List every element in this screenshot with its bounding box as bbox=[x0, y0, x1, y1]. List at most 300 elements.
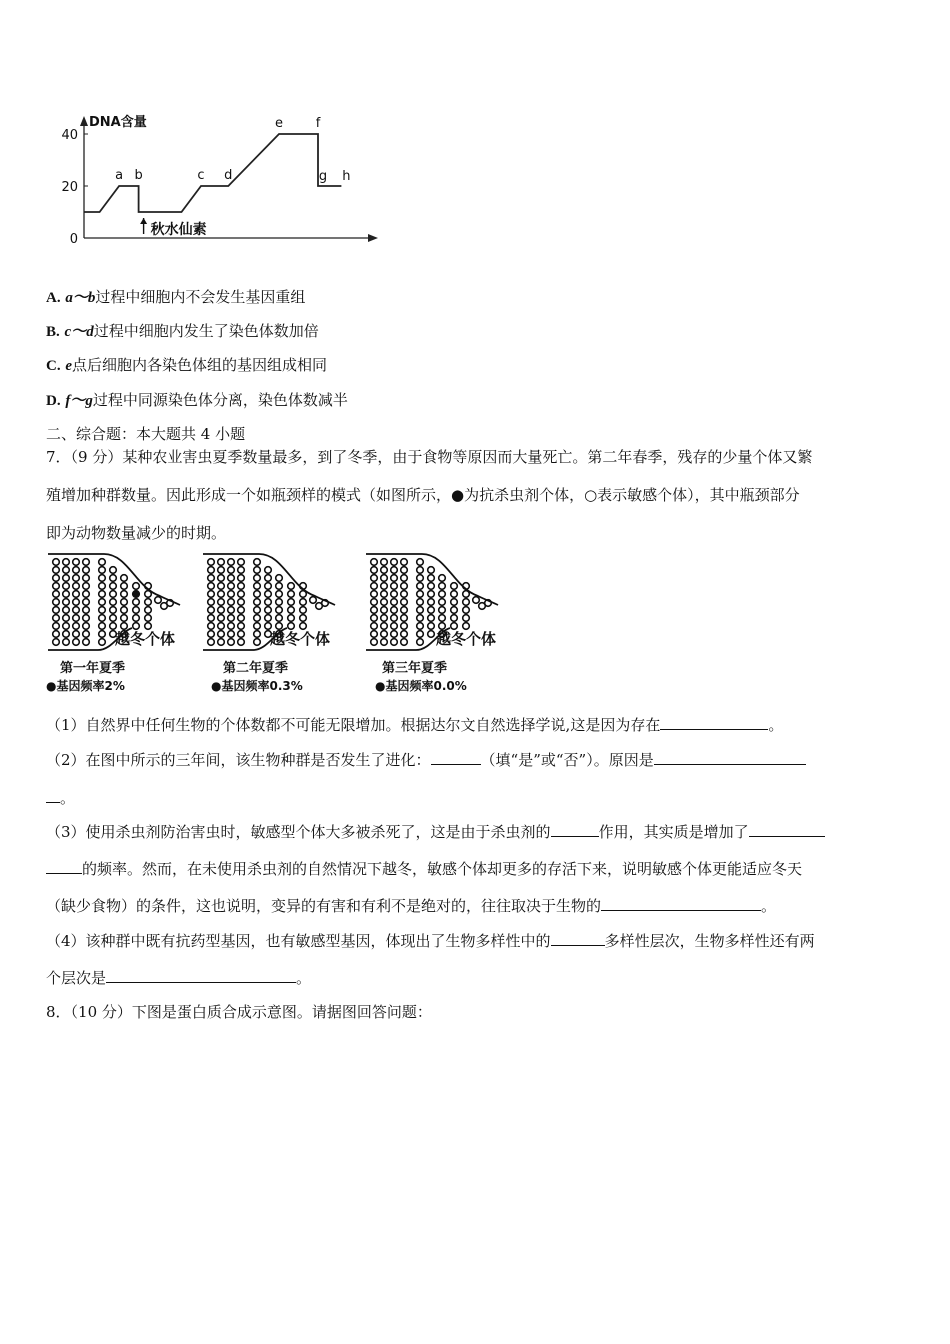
sensitive-individual bbox=[83, 607, 90, 614]
sensitive-individual bbox=[218, 639, 225, 646]
sensitive-individual bbox=[371, 623, 378, 630]
sensitive-individual bbox=[428, 583, 435, 590]
sensitive-individual bbox=[63, 623, 70, 630]
sensitive-individual bbox=[121, 607, 128, 614]
sensitive-individual bbox=[439, 591, 446, 598]
sensitive-individual bbox=[208, 623, 215, 630]
sensitive-individual bbox=[254, 559, 261, 566]
sensitive-individual bbox=[121, 599, 128, 606]
sensitive-individual bbox=[73, 599, 80, 606]
sensitive-individual bbox=[218, 607, 225, 614]
sensitive-individual bbox=[381, 575, 388, 582]
sensitive-individual bbox=[73, 615, 80, 622]
sensitive-individual bbox=[276, 623, 283, 630]
sensitive-individual bbox=[391, 623, 398, 630]
sensitive-individual bbox=[276, 615, 283, 622]
point-label-c: c bbox=[197, 168, 205, 183]
sensitive-individual bbox=[121, 623, 128, 630]
sensitive-individual bbox=[254, 599, 261, 606]
sensitive-individual bbox=[228, 639, 235, 646]
sensitive-individual bbox=[110, 607, 117, 614]
sensitive-individual bbox=[228, 607, 235, 614]
sensitive-individual bbox=[417, 639, 424, 646]
sensitive-individual bbox=[417, 623, 424, 630]
sensitive-individual bbox=[73, 607, 80, 614]
y-tick-label: 20 bbox=[61, 180, 78, 195]
sensitive-individual bbox=[417, 631, 424, 638]
sensitive-individual bbox=[238, 591, 245, 598]
sensitive-individual bbox=[99, 575, 106, 582]
sensitive-individual bbox=[218, 623, 225, 630]
sensitive-individual bbox=[300, 615, 307, 622]
sensitive-individual bbox=[53, 623, 60, 630]
sensitive-individual bbox=[133, 599, 140, 606]
sensitive-individual bbox=[391, 591, 398, 598]
sensitive-individual bbox=[99, 607, 106, 614]
sensitive-individual bbox=[99, 583, 106, 590]
sensitive-individual bbox=[265, 591, 272, 598]
sensitive-individual bbox=[417, 607, 424, 614]
answer-blank[interactable] bbox=[551, 931, 605, 946]
sensitive-individual bbox=[228, 575, 235, 582]
sensitive-individual bbox=[417, 575, 424, 582]
sensitive-individual bbox=[451, 615, 458, 622]
sensitive-individual bbox=[439, 599, 446, 606]
sensitive-individual bbox=[401, 615, 408, 622]
sensitive-individual bbox=[371, 639, 378, 646]
y-tick-label: 0 bbox=[69, 232, 78, 247]
sensitive-individual bbox=[401, 575, 408, 582]
sensitive-individual bbox=[276, 583, 283, 590]
bottleneck-figures bbox=[40, 548, 530, 698]
point-label-e: e bbox=[275, 116, 283, 131]
season-label-1: 第一年夏季 bbox=[60, 661, 126, 676]
sensitive-individual bbox=[228, 631, 235, 638]
sensitive-individual bbox=[381, 567, 388, 574]
sensitive-individual bbox=[208, 607, 215, 614]
q7-part4: （4）该种群中既有抗药型基因，也有敏感型基因，体现出了生物多样性中的 多样性层次，生物多样性还有两 bbox=[46, 932, 815, 950]
dna-content-chart bbox=[60, 108, 385, 248]
q8-stem: 8．（10 分）下图是蛋白质合成示意图。请据图回答问题： bbox=[46, 1003, 432, 1021]
sensitive-individual bbox=[208, 575, 215, 582]
sensitive-individual bbox=[145, 599, 152, 606]
sensitive-individual bbox=[276, 599, 283, 606]
sensitive-individual bbox=[401, 583, 408, 590]
sensitive-individual bbox=[228, 615, 235, 622]
sensitive-individual bbox=[63, 583, 70, 590]
sensitive-individual bbox=[133, 615, 140, 622]
sensitive-individual bbox=[110, 591, 117, 598]
option-d: D. f～g过程中同源染色体分离，染色体数减半 bbox=[46, 391, 348, 409]
sensitive-individual bbox=[73, 559, 80, 566]
q7-part3: （3）使用杀虫剂防治害虫时，敏感型个体大多被杀死了，这是由于杀虫剂的 作用，其实质是增加了 bbox=[46, 822, 825, 842]
sensitive-individual bbox=[208, 567, 215, 574]
point-label-b: b bbox=[134, 168, 143, 183]
sensitive-individual bbox=[391, 575, 398, 582]
sensitive-individual bbox=[391, 599, 398, 606]
sensitive-individual bbox=[83, 583, 90, 590]
sensitive-individual bbox=[208, 599, 215, 606]
sensitive-individual bbox=[254, 583, 261, 590]
answer-blank[interactable] bbox=[654, 750, 806, 765]
sensitive-individual bbox=[110, 599, 117, 606]
sensitive-individual bbox=[371, 631, 378, 638]
sensitive-individual bbox=[121, 575, 128, 582]
sensitive-individual bbox=[238, 599, 245, 606]
sensitive-individual bbox=[218, 591, 225, 598]
sensitive-individual bbox=[99, 559, 106, 566]
q7-stem-line2: 殖增加种群数量。因此形成一个如瓶颈样的模式（如图所示，●为抗杀虫剂个体，○表示敏感个体），其中瓶颈部分 bbox=[46, 486, 800, 504]
sensitive-individual bbox=[401, 639, 408, 646]
sensitive-individual bbox=[391, 583, 398, 590]
answer-blank[interactable] bbox=[46, 859, 82, 874]
sensitive-individual bbox=[401, 607, 408, 614]
sensitive-individual bbox=[417, 599, 424, 606]
sensitive-individual bbox=[53, 559, 60, 566]
sensitive-individual bbox=[228, 599, 235, 606]
sensitive-individual bbox=[300, 599, 307, 606]
sensitive-individual bbox=[439, 607, 446, 614]
sensitive-individual bbox=[300, 607, 307, 614]
sensitive-individual bbox=[208, 559, 215, 566]
sensitive-individual bbox=[99, 599, 106, 606]
sensitive-individual bbox=[73, 583, 80, 590]
sensitive-individual bbox=[238, 639, 245, 646]
sensitive-individual bbox=[371, 567, 378, 574]
sensitive-individual bbox=[63, 631, 70, 638]
sensitive-individual bbox=[238, 615, 245, 622]
sensitive-individual bbox=[451, 583, 458, 590]
sensitive-individual bbox=[265, 583, 272, 590]
q7-part2-cont: 。 bbox=[46, 788, 75, 808]
sensitive-individual bbox=[254, 615, 261, 622]
sensitive-individual bbox=[208, 615, 215, 622]
sensitive-individual bbox=[53, 607, 60, 614]
answer-blank[interactable] bbox=[46, 788, 60, 803]
sensitive-individual bbox=[73, 639, 80, 646]
gene-frequency-3: ●基因频率0.0% bbox=[375, 679, 467, 693]
sensitive-individual bbox=[238, 559, 245, 566]
sensitive-individual bbox=[254, 623, 261, 630]
sensitive-individual bbox=[238, 631, 245, 638]
sensitive-individual bbox=[53, 639, 60, 646]
sensitive-individual bbox=[371, 599, 378, 606]
sensitive-individual bbox=[63, 607, 70, 614]
annotation-arrowhead bbox=[140, 218, 147, 224]
sensitive-individual bbox=[208, 639, 215, 646]
sensitive-individual bbox=[53, 631, 60, 638]
sensitive-individual bbox=[381, 591, 388, 598]
sensitive-individual bbox=[310, 597, 317, 604]
sensitive-individual bbox=[228, 583, 235, 590]
sensitive-individual bbox=[391, 607, 398, 614]
sensitive-individual bbox=[83, 623, 90, 630]
sensitive-individual bbox=[428, 575, 435, 582]
sensitive-individual bbox=[73, 575, 80, 582]
y-tick-label: 40 bbox=[61, 128, 78, 143]
answer-blank[interactable] bbox=[106, 968, 296, 983]
sensitive-individual bbox=[473, 597, 480, 604]
season-label-2: 第二年夏季 bbox=[223, 661, 289, 676]
sensitive-individual bbox=[218, 599, 225, 606]
sensitive-individual bbox=[391, 615, 398, 622]
sensitive-individual bbox=[381, 639, 388, 646]
point-label-a: a bbox=[115, 168, 124, 183]
sensitive-individual bbox=[133, 607, 140, 614]
sensitive-individual bbox=[451, 591, 458, 598]
sensitive-individual bbox=[300, 591, 307, 598]
sensitive-individual bbox=[63, 591, 70, 598]
sensitive-individual bbox=[371, 575, 378, 582]
sensitive-individual bbox=[218, 631, 225, 638]
sensitive-individual bbox=[99, 567, 106, 574]
overwinter-label-1: 越冬个体 bbox=[115, 630, 176, 648]
q7-stem-line1: 7．（9 分）某种农业害虫夏季数量最多，到了冬季，由于食物等原因而大量死亡。第二年春季，残存的少量个体又繁 bbox=[46, 448, 813, 466]
sensitive-individual bbox=[417, 559, 424, 566]
sensitive-individual bbox=[371, 615, 378, 622]
sensitive-individual bbox=[133, 623, 140, 630]
q7-part2: （2）在图中所示的三年间，该生物种群是否发生了进化： （填“是”或“否”）。原因是 bbox=[46, 750, 806, 770]
sensitive-individual bbox=[218, 615, 225, 622]
sensitive-individual bbox=[121, 583, 128, 590]
sensitive-individual bbox=[63, 559, 70, 566]
sensitive-individual bbox=[83, 591, 90, 598]
sensitive-individual bbox=[428, 599, 435, 606]
point-label-g: g bbox=[318, 169, 328, 184]
sensitive-individual bbox=[401, 623, 408, 630]
sensitive-individual bbox=[276, 607, 283, 614]
sensitive-individual bbox=[83, 639, 90, 646]
sensitive-individual bbox=[381, 583, 388, 590]
sensitive-individual bbox=[417, 615, 424, 622]
sensitive-individual bbox=[99, 631, 106, 638]
sensitive-individual bbox=[428, 567, 435, 574]
sensitive-individual bbox=[63, 575, 70, 582]
sensitive-individual bbox=[121, 591, 128, 598]
sensitive-individual bbox=[110, 583, 117, 590]
sensitive-individual bbox=[428, 615, 435, 622]
resistant-individual bbox=[133, 591, 139, 597]
sensitive-individual bbox=[401, 599, 408, 606]
sensitive-individual bbox=[53, 591, 60, 598]
sensitive-individual bbox=[417, 567, 424, 574]
sensitive-individual bbox=[110, 567, 117, 574]
bottleneck-figure-2 bbox=[195, 548, 360, 698]
bottleneck-figure-3 bbox=[358, 548, 528, 698]
sensitive-individual bbox=[218, 575, 225, 582]
sensitive-individual bbox=[401, 591, 408, 598]
sensitive-individual bbox=[417, 583, 424, 590]
sensitive-individual bbox=[288, 607, 295, 614]
sensitive-individual bbox=[110, 575, 117, 582]
sensitive-individual bbox=[276, 591, 283, 598]
sensitive-individual bbox=[254, 567, 261, 574]
overwinter-label-2: 越冬个体 bbox=[270, 630, 331, 648]
answer-blank[interactable] bbox=[601, 896, 761, 911]
sensitive-individual bbox=[381, 559, 388, 566]
q7-part1: （1）自然界中任何生物的个体数都不可能无限增加。根据达尔文自然选择学说,这是因为存在 。 bbox=[46, 716, 784, 734]
sensitive-individual bbox=[381, 607, 388, 614]
q7-part3-line2: 的频率。然而，在未使用杀虫剂的自然情况下越冬，敏感个体却更多的存活下来，说明敏感个体更能适应冬天 bbox=[46, 859, 802, 879]
annotation-label: 秋水仙素 bbox=[150, 222, 207, 238]
sensitive-individual bbox=[155, 597, 162, 604]
answer-blank[interactable] bbox=[660, 715, 768, 730]
q7-part4-line2: 个层次是 。 bbox=[46, 969, 312, 987]
sensitive-individual bbox=[254, 607, 261, 614]
sensitive-individual bbox=[238, 575, 245, 582]
sensitive-individual bbox=[218, 559, 225, 566]
sensitive-individual bbox=[73, 591, 80, 598]
sensitive-individual bbox=[463, 591, 470, 598]
sensitive-individual bbox=[288, 623, 295, 630]
sensitive-individual bbox=[439, 583, 446, 590]
sensitive-individual bbox=[371, 607, 378, 614]
sensitive-individual bbox=[53, 615, 60, 622]
sensitive-individual bbox=[391, 567, 398, 574]
sensitive-individual bbox=[288, 615, 295, 622]
sensitive-individual bbox=[381, 623, 388, 630]
sensitive-individual bbox=[145, 591, 152, 598]
sensitive-individual bbox=[121, 615, 128, 622]
sensitive-individual bbox=[99, 615, 106, 622]
sensitive-individual bbox=[53, 599, 60, 606]
sensitive-individual bbox=[371, 559, 378, 566]
sensitive-individual bbox=[288, 591, 295, 598]
sensitive-individual bbox=[254, 591, 261, 598]
sensitive-individual bbox=[428, 623, 435, 630]
sensitive-individual bbox=[110, 623, 117, 630]
sensitive-individual bbox=[218, 583, 225, 590]
option-b: B. c～d过程中细胞内发生了染色体数加倍 bbox=[46, 322, 319, 340]
sensitive-individual bbox=[463, 623, 470, 630]
sensitive-individual bbox=[417, 591, 424, 598]
sensitive-individual bbox=[208, 631, 215, 638]
sensitive-individual bbox=[73, 631, 80, 638]
sensitive-individual bbox=[238, 623, 245, 630]
option-a: A. a～b过程中细胞内不会发生基因重组 bbox=[46, 288, 306, 306]
sensitive-individual bbox=[439, 615, 446, 622]
sensitive-individual bbox=[238, 583, 245, 590]
sensitive-individual bbox=[439, 575, 446, 582]
sensitive-individual bbox=[73, 567, 80, 574]
sensitive-individual bbox=[63, 599, 70, 606]
sensitive-individual bbox=[53, 567, 60, 574]
sensitive-individual bbox=[391, 631, 398, 638]
sensitive-individual bbox=[401, 567, 408, 574]
sensitive-individual bbox=[133, 583, 140, 590]
sensitive-individual bbox=[218, 567, 225, 574]
sensitive-individual bbox=[428, 591, 435, 598]
sensitive-individual bbox=[228, 623, 235, 630]
answer-blank[interactable] bbox=[749, 822, 825, 837]
point-label-h: h bbox=[342, 169, 351, 184]
sensitive-individual bbox=[63, 615, 70, 622]
sensitive-individual bbox=[401, 631, 408, 638]
sensitive-individual bbox=[451, 599, 458, 606]
sensitive-individual bbox=[428, 607, 435, 614]
sensitive-individual bbox=[265, 599, 272, 606]
x-axis-arrow bbox=[368, 234, 378, 242]
season-label-3: 第三年夏季 bbox=[382, 661, 448, 676]
sensitive-individual bbox=[145, 623, 152, 630]
sensitive-individual bbox=[451, 607, 458, 614]
sensitive-individual bbox=[463, 615, 470, 622]
sensitive-individual bbox=[254, 575, 261, 582]
option-c: C. e点后细胞内各染色体组的基因组成相同 bbox=[46, 356, 328, 374]
sensitive-individual bbox=[439, 623, 446, 630]
sensitive-individual bbox=[254, 639, 261, 646]
sensitive-individual bbox=[73, 623, 80, 630]
sensitive-individual bbox=[371, 591, 378, 598]
sensitive-individual bbox=[254, 631, 261, 638]
sensitive-individual bbox=[288, 583, 295, 590]
sensitive-individual bbox=[99, 591, 106, 598]
sensitive-individual bbox=[63, 639, 70, 646]
overwinter-label-3: 越冬个体 bbox=[436, 630, 497, 648]
sensitive-individual bbox=[228, 591, 235, 598]
sensitive-individual bbox=[53, 583, 60, 590]
sensitive-individual bbox=[391, 639, 398, 646]
sensitive-individual bbox=[238, 607, 245, 614]
sensitive-individual bbox=[53, 575, 60, 582]
sensitive-individual bbox=[99, 623, 106, 630]
point-label-d: d bbox=[224, 168, 233, 183]
sensitive-individual bbox=[451, 623, 458, 630]
sensitive-individual bbox=[208, 583, 215, 590]
q7-stem-line3: 即为动物数量减少的时期。 bbox=[46, 524, 227, 542]
sensitive-individual bbox=[265, 607, 272, 614]
gene-frequency-1: ●基因频率2% bbox=[46, 679, 125, 693]
sensitive-individual bbox=[276, 575, 283, 582]
sensitive-individual bbox=[371, 583, 378, 590]
answer-blank[interactable] bbox=[551, 822, 599, 837]
sensitive-individual bbox=[381, 631, 388, 638]
sensitive-individual bbox=[265, 615, 272, 622]
sensitive-individual bbox=[288, 599, 295, 606]
sensitive-individual bbox=[463, 607, 470, 614]
sensitive-individual bbox=[391, 559, 398, 566]
sensitive-individual bbox=[265, 623, 272, 630]
answer-blank[interactable] bbox=[431, 750, 481, 765]
sensitive-individual bbox=[63, 567, 70, 574]
sensitive-individual bbox=[265, 567, 272, 574]
sensitive-individual bbox=[208, 591, 215, 598]
sensitive-individual bbox=[228, 567, 235, 574]
q7-part3-line3: （缺少食物）的条件，这也说明，变异的有害和有利不是绝对的，往往取决于生物的 。 bbox=[46, 897, 777, 915]
sensitive-individual bbox=[238, 567, 245, 574]
sensitive-individual bbox=[83, 631, 90, 638]
sensitive-individual bbox=[145, 615, 152, 622]
sensitive-individual bbox=[463, 599, 470, 606]
section-title: 二、综合题：本大题共 4 小题 bbox=[46, 425, 246, 443]
sensitive-individual bbox=[83, 559, 90, 566]
sensitive-individual bbox=[381, 615, 388, 622]
sensitive-individual bbox=[110, 615, 117, 622]
sensitive-individual bbox=[265, 575, 272, 582]
sensitive-individual bbox=[381, 599, 388, 606]
sensitive-individual bbox=[83, 615, 90, 622]
sensitive-individual bbox=[145, 607, 152, 614]
y-axis-arrow bbox=[80, 116, 88, 126]
point-label-f: f bbox=[315, 116, 321, 131]
bottleneck-figure-1 bbox=[40, 548, 200, 698]
sensitive-individual bbox=[228, 559, 235, 566]
sensitive-individual bbox=[83, 567, 90, 574]
sensitive-individual bbox=[401, 559, 408, 566]
sensitive-individual bbox=[83, 575, 90, 582]
gene-frequency-2: ●基因频率0.3% bbox=[211, 679, 303, 693]
sensitive-individual bbox=[428, 631, 435, 638]
